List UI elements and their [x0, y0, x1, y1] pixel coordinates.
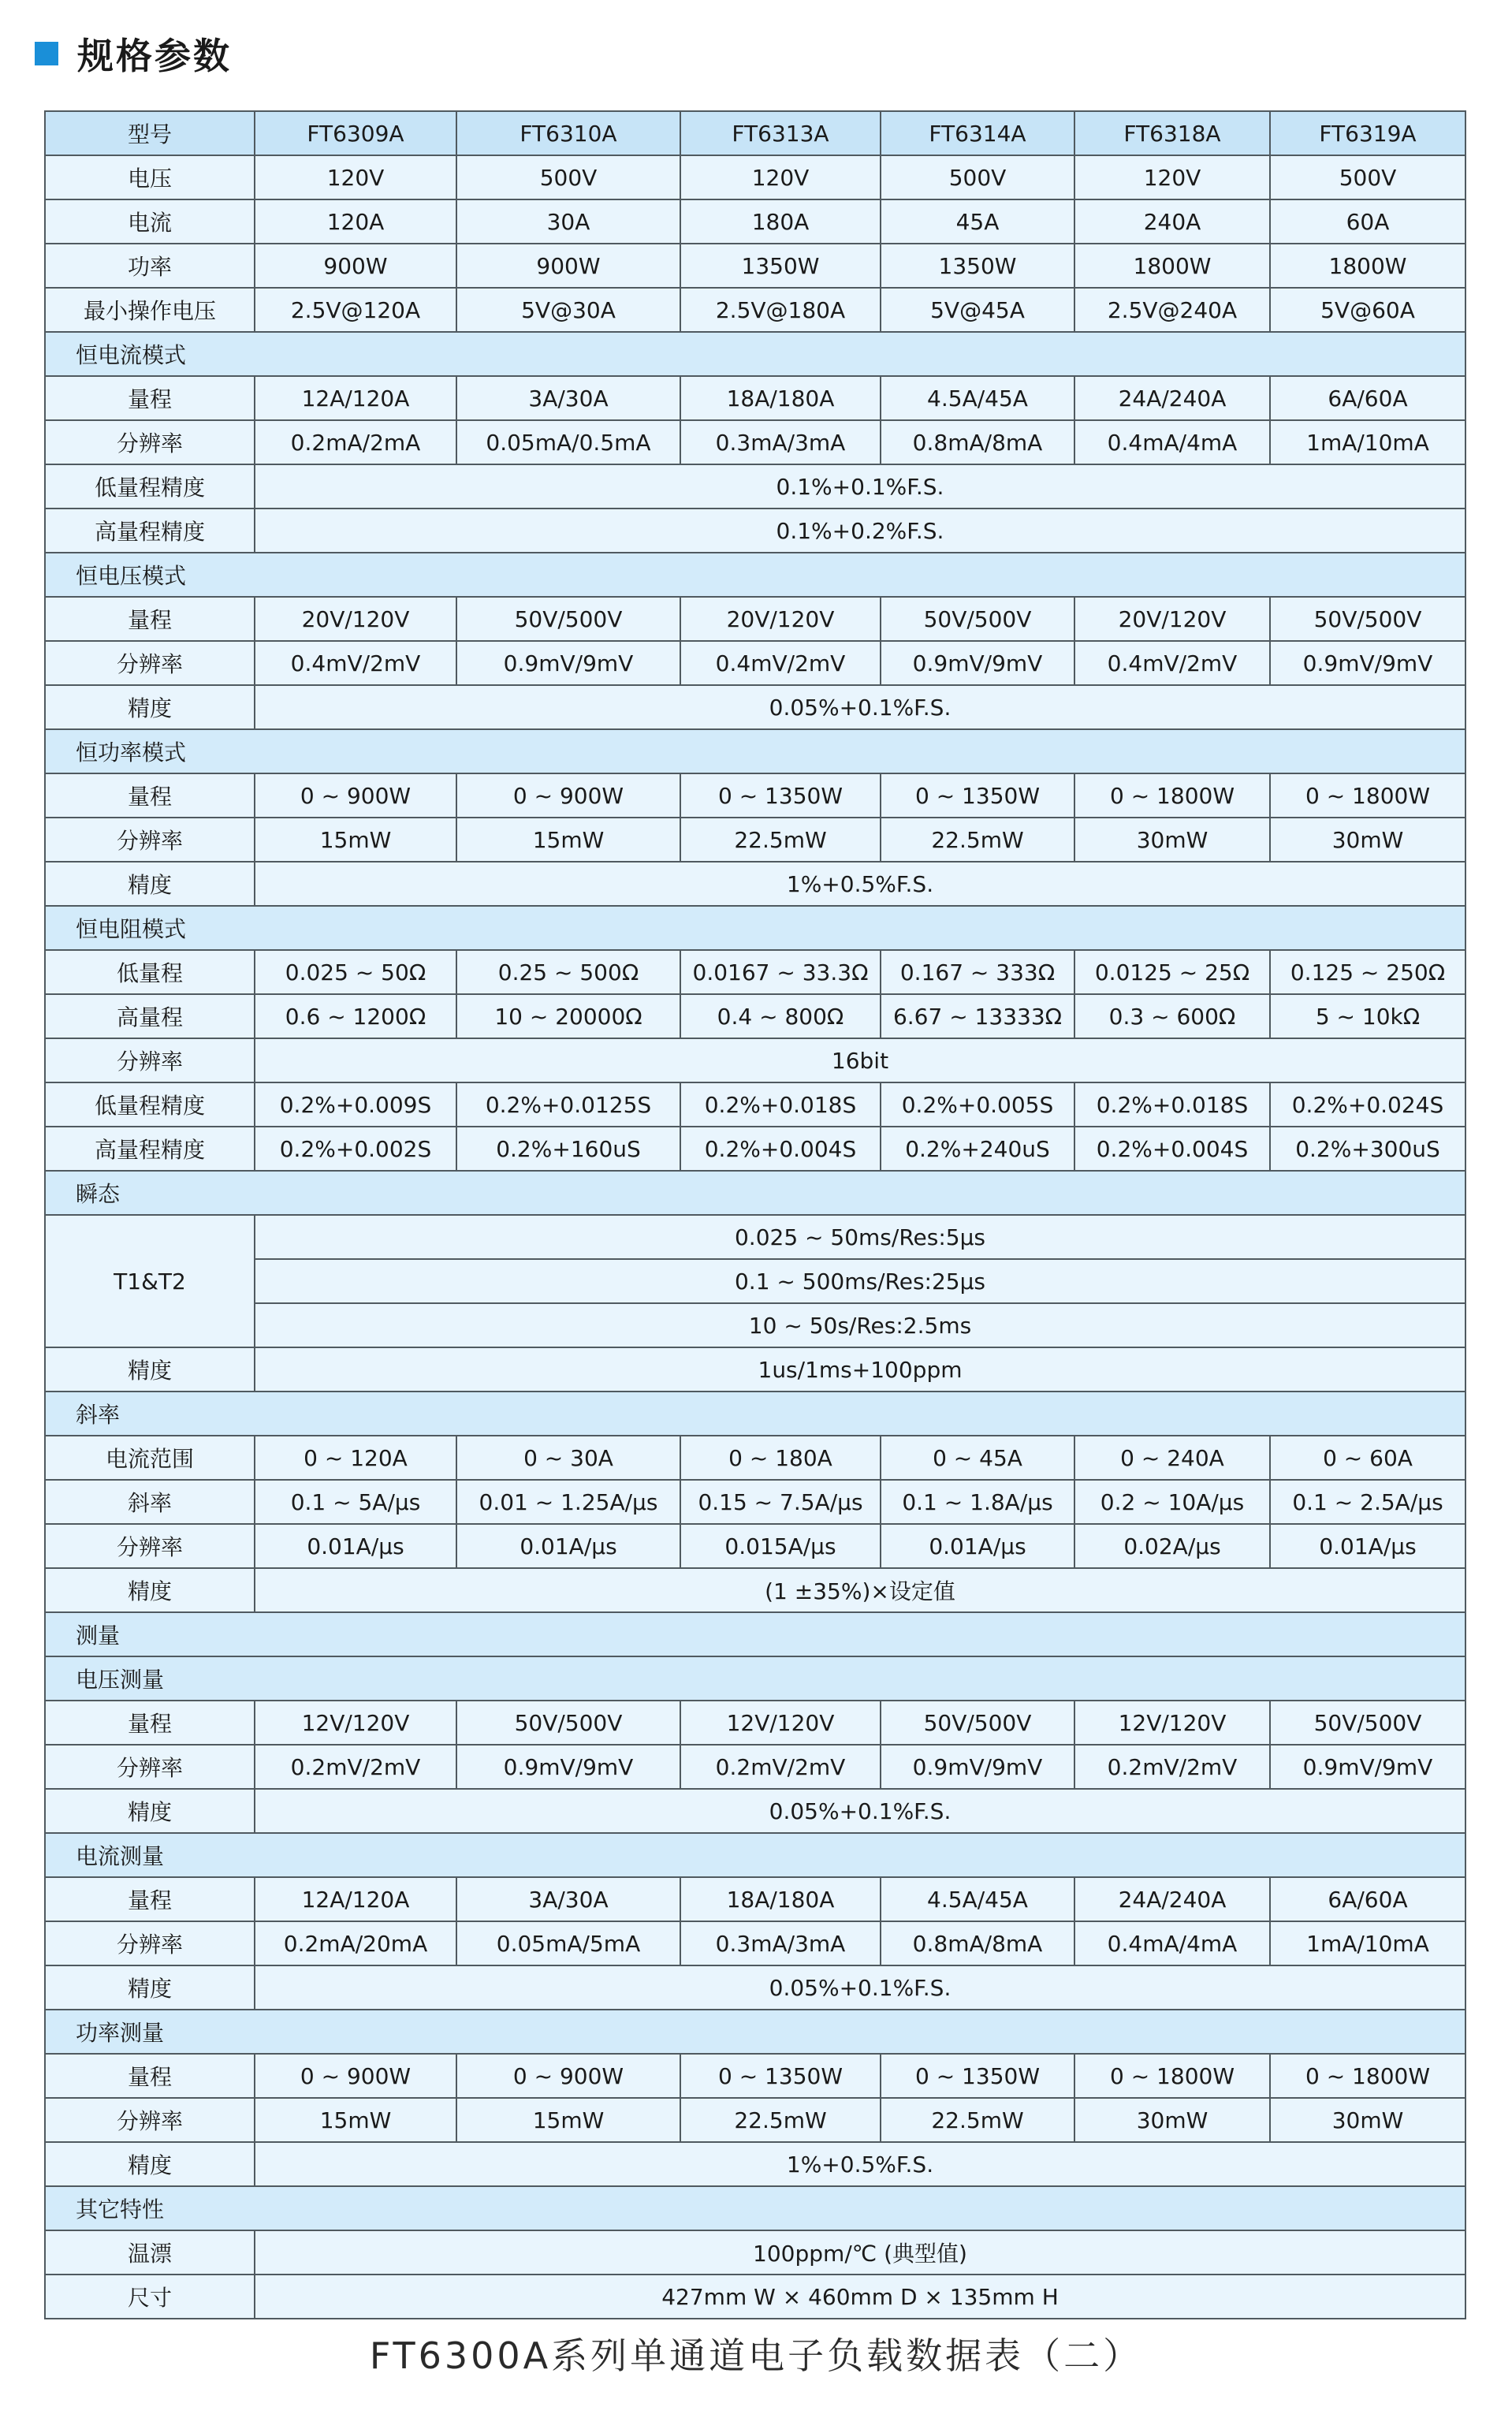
- table-cell: 0.05mA/5mA: [456, 1921, 680, 1965]
- table-cell: 0.1 ~ 2.5A/μs: [1270, 1480, 1465, 1524]
- table-row: [45, 1303, 1465, 1347]
- table-cell: 0.9mV/9mV: [456, 1745, 680, 1789]
- table-row: [45, 1568, 1465, 1612]
- table-row: [45, 1082, 1465, 1127]
- table-cell: 2.5V@180A: [680, 288, 881, 332]
- table-cell: 12V/120V: [1074, 1701, 1270, 1745]
- table-cell: 0.01 ~ 1.25A/μs: [456, 1480, 680, 1524]
- table-cell: 45A: [881, 199, 1074, 244]
- table-row: [45, 641, 1465, 685]
- table-row: [45, 773, 1465, 818]
- row-label: 精度: [45, 685, 255, 729]
- table-cell: 0.4 ~ 800Ω: [680, 994, 881, 1038]
- table-cell: 0.025 ~ 50Ω: [255, 950, 456, 994]
- table-cell: 0 ~ 1800W: [1270, 2054, 1465, 2098]
- table-cell: 50V/500V: [881, 597, 1074, 641]
- table-cell: 0 ~ 1800W: [1074, 773, 1270, 818]
- table-cell: 50V/500V: [1270, 597, 1465, 641]
- table-cell: 5V@45A: [881, 288, 1074, 332]
- table-cell-merged: 0.025 ~ 50ms/Res:5μs: [255, 1215, 1465, 1259]
- row-label: 量程: [45, 1877, 255, 1921]
- table-row: [45, 1259, 1465, 1303]
- table-row: [45, 1215, 1465, 1259]
- model-cell: FT6319A: [1270, 111, 1465, 155]
- table-cell: 22.5mW: [680, 2098, 881, 2142]
- table-cell: 20V/120V: [680, 597, 881, 641]
- section-row: [45, 2010, 1465, 2054]
- table-cell: 0.2%+0.005S: [881, 1082, 1074, 1127]
- table-row: [45, 376, 1465, 420]
- row-label: 低量程精度: [45, 1082, 255, 1127]
- table-cell: 4.5A/45A: [881, 1877, 1074, 1921]
- row-label: 分辨率: [45, 818, 255, 862]
- table-cell: 0.01A/μs: [456, 1524, 680, 1568]
- row-label: 量程: [45, 2054, 255, 2098]
- table-row: [45, 2054, 1465, 2098]
- table-row: [45, 155, 1465, 199]
- row-label: 低量程精度: [45, 464, 255, 509]
- table-cell: 24A/240A: [1074, 1877, 1270, 1921]
- table-cell: 0.2mV/2mV: [680, 1745, 881, 1789]
- table-cell: 0.2%+0.018S: [680, 1082, 881, 1127]
- section-row: [45, 553, 1465, 597]
- table-cell: 2.5V@240A: [1074, 288, 1270, 332]
- row-label: 分辨率: [45, 1038, 255, 1082]
- table-cell: 0 ~ 240A: [1074, 1436, 1270, 1480]
- table-cell: 0 ~ 30A: [456, 1436, 680, 1480]
- section-row: [45, 1171, 1465, 1215]
- table-cell: 500V: [881, 155, 1074, 199]
- table-cell: 0.8mA/8mA: [881, 1921, 1074, 1965]
- table-cell: 0.01A/μs: [881, 1524, 1074, 1568]
- table-cell: 24A/240A: [1074, 376, 1270, 420]
- table-cell: 0.9mV/9mV: [1270, 641, 1465, 685]
- table-cell-merged: (1 ±35%)×设定值: [255, 1568, 1465, 1612]
- table-row: [45, 862, 1465, 906]
- row-label: 电流范围: [45, 1436, 255, 1480]
- table-cell: 0 ~ 900W: [456, 773, 680, 818]
- table-cell: 1mA/10mA: [1270, 420, 1465, 464]
- section-heading: 恒电流模式: [45, 332, 1465, 376]
- table-cell: 0.2%+0.018S: [1074, 1082, 1270, 1127]
- row-label: 高量程精度: [45, 1127, 255, 1171]
- table-cell: 0.0125 ~ 25Ω: [1074, 950, 1270, 994]
- row-label: 分辨率: [45, 2098, 255, 2142]
- table-row: [45, 1524, 1465, 1568]
- table-cell-merged: 0.1 ~ 500ms/Res:25μs: [255, 1259, 1465, 1303]
- row-label: 最小操作电压: [45, 288, 255, 332]
- table-caption: FT6300A系列单通道电子负载数据表（二）: [369, 2334, 1143, 2377]
- table-cell: 30mW: [1270, 2098, 1465, 2142]
- table-cell-merged: 0.1%+0.1%F.S.: [255, 464, 1465, 509]
- header-label: 型号: [45, 111, 255, 155]
- table-cell: 0.6 ~ 1200Ω: [255, 994, 456, 1038]
- table-cell: 60A: [1270, 199, 1465, 244]
- table-cell: 0.2%+240uS: [881, 1127, 1074, 1171]
- table-cell-merged: 10 ~ 50s/Res:2.5ms: [255, 1303, 1465, 1347]
- table-row: [45, 1701, 1465, 1745]
- row-label: 量程: [45, 376, 255, 420]
- square-bullet-icon: [35, 42, 58, 65]
- table-cell: 0.9mV/9mV: [1270, 1745, 1465, 1789]
- table-cell: 4.5A/45A: [881, 376, 1074, 420]
- table-row: [45, 1745, 1465, 1789]
- table-cell: 900W: [255, 244, 456, 288]
- table-cell: 0.01A/μs: [1270, 1524, 1465, 1568]
- table-cell: 120V: [255, 155, 456, 199]
- table-cell: 0 ~ 900W: [255, 2054, 456, 2098]
- row-label: 电流: [45, 199, 255, 244]
- section-row: [45, 2186, 1465, 2230]
- row-label: 高量程: [45, 994, 255, 1038]
- table-cell: 6.67 ~ 13333Ω: [881, 994, 1074, 1038]
- row-label: 电压: [45, 155, 255, 199]
- table-cell: 0 ~ 900W: [255, 773, 456, 818]
- table-row: [45, 244, 1465, 288]
- spec-table: [44, 110, 1466, 2319]
- table-cell: 0 ~ 120A: [255, 1436, 456, 1480]
- table-cell: 5V@30A: [456, 288, 680, 332]
- row-label: T1&T2: [45, 1215, 255, 1347]
- section-row: [45, 729, 1465, 773]
- table-cell: 0.25 ~ 500Ω: [456, 950, 680, 994]
- table-cell: 0 ~ 60A: [1270, 1436, 1465, 1480]
- section-header: [35, 25, 232, 82]
- model-cell: FT6314A: [881, 111, 1074, 155]
- row-label: 分辨率: [45, 1524, 255, 1568]
- row-label: 尺寸: [45, 2275, 255, 2319]
- row-label: 精度: [45, 1347, 255, 1392]
- table-cell: 15mW: [255, 818, 456, 862]
- table-cell: 0.3 ~ 600Ω: [1074, 994, 1270, 1038]
- table-cell: 12V/120V: [255, 1701, 456, 1745]
- row-label: 精度: [45, 862, 255, 906]
- table-cell: 900W: [456, 244, 680, 288]
- row-label: 低量程: [45, 950, 255, 994]
- section-heading: 其它特性: [45, 2186, 1465, 2230]
- table-cell: 12A/120A: [255, 1877, 456, 1921]
- table-row: [45, 1038, 1465, 1082]
- table-cell: 0.9mV/9mV: [881, 641, 1074, 685]
- table-cell: 0.4mA/4mA: [1074, 420, 1270, 464]
- table-cell: 6A/60A: [1270, 376, 1465, 420]
- table-cell: 0 ~ 45A: [881, 1436, 1074, 1480]
- table-cell: 5 ~ 10kΩ: [1270, 994, 1465, 1038]
- table-cell: 0.4mV/2mV: [680, 641, 881, 685]
- table-row: [45, 2098, 1465, 2142]
- row-label: 斜率: [45, 1480, 255, 1524]
- table-row: [45, 2142, 1465, 2186]
- section-row: [45, 1612, 1465, 1656]
- table-cell: 0.8mA/8mA: [881, 420, 1074, 464]
- model-cell: FT6313A: [680, 111, 881, 155]
- table-row: [45, 1965, 1465, 2010]
- table-cell-merged: 427mm W × 460mm D × 135mm H: [255, 2275, 1465, 2319]
- table-cell: 0.2%+0.004S: [1074, 1127, 1270, 1171]
- table-row: [45, 2230, 1465, 2275]
- table-cell: 0.2 ~ 10A/μs: [1074, 1480, 1270, 1524]
- table-cell: 18A/180A: [680, 376, 881, 420]
- table-row: [45, 950, 1465, 994]
- table-row: [45, 1921, 1465, 1965]
- table-cell: 22.5mW: [680, 818, 881, 862]
- table-cell: 50V/500V: [881, 1701, 1074, 1745]
- table-cell: 50V/500V: [456, 597, 680, 641]
- table-cell: 0.3mA/3mA: [680, 420, 881, 464]
- row-label: 分辨率: [45, 420, 255, 464]
- table-cell: 30mW: [1074, 818, 1270, 862]
- table-cell: 0.3mA/3mA: [680, 1921, 881, 1965]
- table-row: [45, 1789, 1465, 1833]
- table-cell: 1350W: [680, 244, 881, 288]
- table-cell: 0.125 ~ 250Ω: [1270, 950, 1465, 994]
- table-cell: 15mW: [456, 818, 680, 862]
- table-row: [45, 1480, 1465, 1524]
- section-heading: 电压测量: [45, 1656, 1465, 1701]
- table-cell: 5V@60A: [1270, 288, 1465, 332]
- table-cell: 1800W: [1074, 244, 1270, 288]
- table-cell: 500V: [1270, 155, 1465, 199]
- section-heading: 瞬态: [45, 1171, 1465, 1215]
- table-row: [45, 1436, 1465, 1480]
- row-label: 分辨率: [45, 641, 255, 685]
- table-cell: 22.5mW: [881, 818, 1074, 862]
- table-cell: 0 ~ 1350W: [881, 2054, 1074, 2098]
- table-cell: 2.5V@120A: [255, 288, 456, 332]
- row-label: 精度: [45, 1568, 255, 1612]
- table-cell: 15mW: [456, 2098, 680, 2142]
- row-label: 量程: [45, 597, 255, 641]
- table-cell-merged: 1%+0.5%F.S.: [255, 862, 1465, 906]
- table-cell: 0 ~ 180A: [680, 1436, 881, 1480]
- table-cell-merged: 0.05%+0.1%F.S.: [255, 1789, 1465, 1833]
- table-row: [45, 199, 1465, 244]
- table-cell: 0 ~ 1800W: [1270, 773, 1465, 818]
- table-cell: 0.2%+0.0125S: [456, 1082, 680, 1127]
- table-cell: 0.2%+160uS: [456, 1127, 680, 1171]
- table-cell: 20V/120V: [1074, 597, 1270, 641]
- row-label: 量程: [45, 1701, 255, 1745]
- section-row: [45, 1392, 1465, 1436]
- table-cell: 0.167 ~ 333Ω: [881, 950, 1074, 994]
- section-heading: 斜率: [45, 1392, 1465, 1436]
- table-cell: 0.2mV/2mV: [255, 1745, 456, 1789]
- model-cell: FT6310A: [456, 111, 680, 155]
- table-cell: 0.0167 ~ 33.3Ω: [680, 950, 881, 994]
- section-heading: 测量: [45, 1612, 1465, 1656]
- table-cell: 0.2%+0.024S: [1270, 1082, 1465, 1127]
- table-cell-merged: 16bit: [255, 1038, 1465, 1082]
- table-row: [45, 685, 1465, 729]
- table-cell: 0.02A/μs: [1074, 1524, 1270, 1568]
- table-cell: 0.2mA/2mA: [255, 420, 456, 464]
- table-row: [45, 509, 1465, 553]
- table-cell-merged: 100ppm/℃ (典型值): [255, 2230, 1465, 2275]
- table-cell: 1800W: [1270, 244, 1465, 288]
- table-cell: 50V/500V: [1270, 1701, 1465, 1745]
- row-label: 高量程精度: [45, 509, 255, 553]
- model-cell: FT6318A: [1074, 111, 1270, 155]
- table-cell: 0.2mA/20mA: [255, 1921, 456, 1965]
- table-cell: 0.1 ~ 1.8A/μs: [881, 1480, 1074, 1524]
- table-cell: 0.2%+300uS: [1270, 1127, 1465, 1171]
- table-row: [45, 1877, 1465, 1921]
- table-cell: 12A/120A: [255, 376, 456, 420]
- table-cell: 0 ~ 1800W: [1074, 2054, 1270, 2098]
- section-row: [45, 1656, 1465, 1701]
- table-cell: 10 ~ 20000Ω: [456, 994, 680, 1038]
- table-row: [45, 1127, 1465, 1171]
- table-cell: 0.9mV/9mV: [456, 641, 680, 685]
- table-cell-merged: 0.1%+0.2%F.S.: [255, 509, 1465, 553]
- table-cell: 500V: [456, 155, 680, 199]
- table-cell: 0.2mV/2mV: [1074, 1745, 1270, 1789]
- table-row: [45, 420, 1465, 464]
- row-label: 分辨率: [45, 1745, 255, 1789]
- header-row: [45, 111, 1465, 155]
- table-cell: 120V: [680, 155, 881, 199]
- section-heading: 恒电压模式: [45, 553, 1465, 597]
- table-cell: 180A: [680, 199, 881, 244]
- table-cell: 120A: [255, 199, 456, 244]
- row-label: 精度: [45, 1789, 255, 1833]
- table-cell: 15mW: [255, 2098, 456, 2142]
- row-label: 分辨率: [45, 1921, 255, 1965]
- table-cell: 0 ~ 1350W: [680, 2054, 881, 2098]
- table-cell: 0 ~ 1350W: [680, 773, 881, 818]
- table-cell: 0.2%+0.004S: [680, 1127, 881, 1171]
- table-cell: 0.05mA/0.5mA: [456, 420, 680, 464]
- table-cell-merged: 0.05%+0.1%F.S.: [255, 685, 1465, 729]
- row-label: 功率: [45, 244, 255, 288]
- table-cell: 30A: [456, 199, 680, 244]
- table-cell: 50V/500V: [456, 1701, 680, 1745]
- table-cell-merged: 1us/1ms+100ppm: [255, 1347, 1465, 1392]
- table-cell: 30mW: [1270, 818, 1465, 862]
- table-cell: 22.5mW: [881, 2098, 1074, 2142]
- table-cell: 120V: [1074, 155, 1270, 199]
- table-cell: 0.15 ~ 7.5A/μs: [680, 1480, 881, 1524]
- table-cell: 3A/30A: [456, 376, 680, 420]
- table-row: [45, 2275, 1465, 2319]
- section-heading: 电流测量: [45, 1833, 1465, 1877]
- table-cell: 0.1 ~ 5A/μs: [255, 1480, 456, 1524]
- table-cell: 3A/30A: [456, 1877, 680, 1921]
- table-cell: 0.4mV/2mV: [1074, 641, 1270, 685]
- table-cell: 12V/120V: [680, 1701, 881, 1745]
- table-cell: 0.2%+0.002S: [255, 1127, 456, 1171]
- table-cell: 0.015A/μs: [680, 1524, 881, 1568]
- table-cell: 240A: [1074, 199, 1270, 244]
- table-cell: 30mW: [1074, 2098, 1270, 2142]
- table-cell: 1350W: [881, 244, 1074, 288]
- section-heading: 恒电阻模式: [45, 906, 1465, 950]
- section-heading: 恒功率模式: [45, 729, 1465, 773]
- row-label: 量程: [45, 773, 255, 818]
- table-cell: 0.9mV/9mV: [881, 1745, 1074, 1789]
- table-row: [45, 994, 1465, 1038]
- table-cell-merged: 0.05%+0.1%F.S.: [255, 1965, 1465, 2010]
- table-cell-merged: 1%+0.5%F.S.: [255, 2142, 1465, 2186]
- table-cell: 0.01A/μs: [255, 1524, 456, 1568]
- section-row: [45, 1833, 1465, 1877]
- table-cell: 6A/60A: [1270, 1877, 1465, 1921]
- section-title: 规格参数: [77, 35, 232, 77]
- table-cell: 0.4mV/2mV: [255, 641, 456, 685]
- table-cell: 18A/180A: [680, 1877, 881, 1921]
- table-cell: 0.4mA/4mA: [1074, 1921, 1270, 1965]
- table-cell: 20V/120V: [255, 597, 456, 641]
- section-row: [45, 906, 1465, 950]
- section-heading: 功率测量: [45, 2010, 1465, 2054]
- row-label: 精度: [45, 1965, 255, 2010]
- model-cell: FT6309A: [255, 111, 456, 155]
- table-row: [45, 818, 1465, 862]
- row-label: 温漂: [45, 2230, 255, 2275]
- row-label: 精度: [45, 2142, 255, 2186]
- table-cell: 1mA/10mA: [1270, 1921, 1465, 1965]
- table-row: [45, 1347, 1465, 1392]
- table-row: [45, 597, 1465, 641]
- section-row: [45, 332, 1465, 376]
- table-row: [45, 288, 1465, 332]
- table-row: [45, 464, 1465, 509]
- table-cell: 0 ~ 900W: [456, 2054, 680, 2098]
- table-cell: 0 ~ 1350W: [881, 773, 1074, 818]
- table-cell: 0.2%+0.009S: [255, 1082, 456, 1127]
